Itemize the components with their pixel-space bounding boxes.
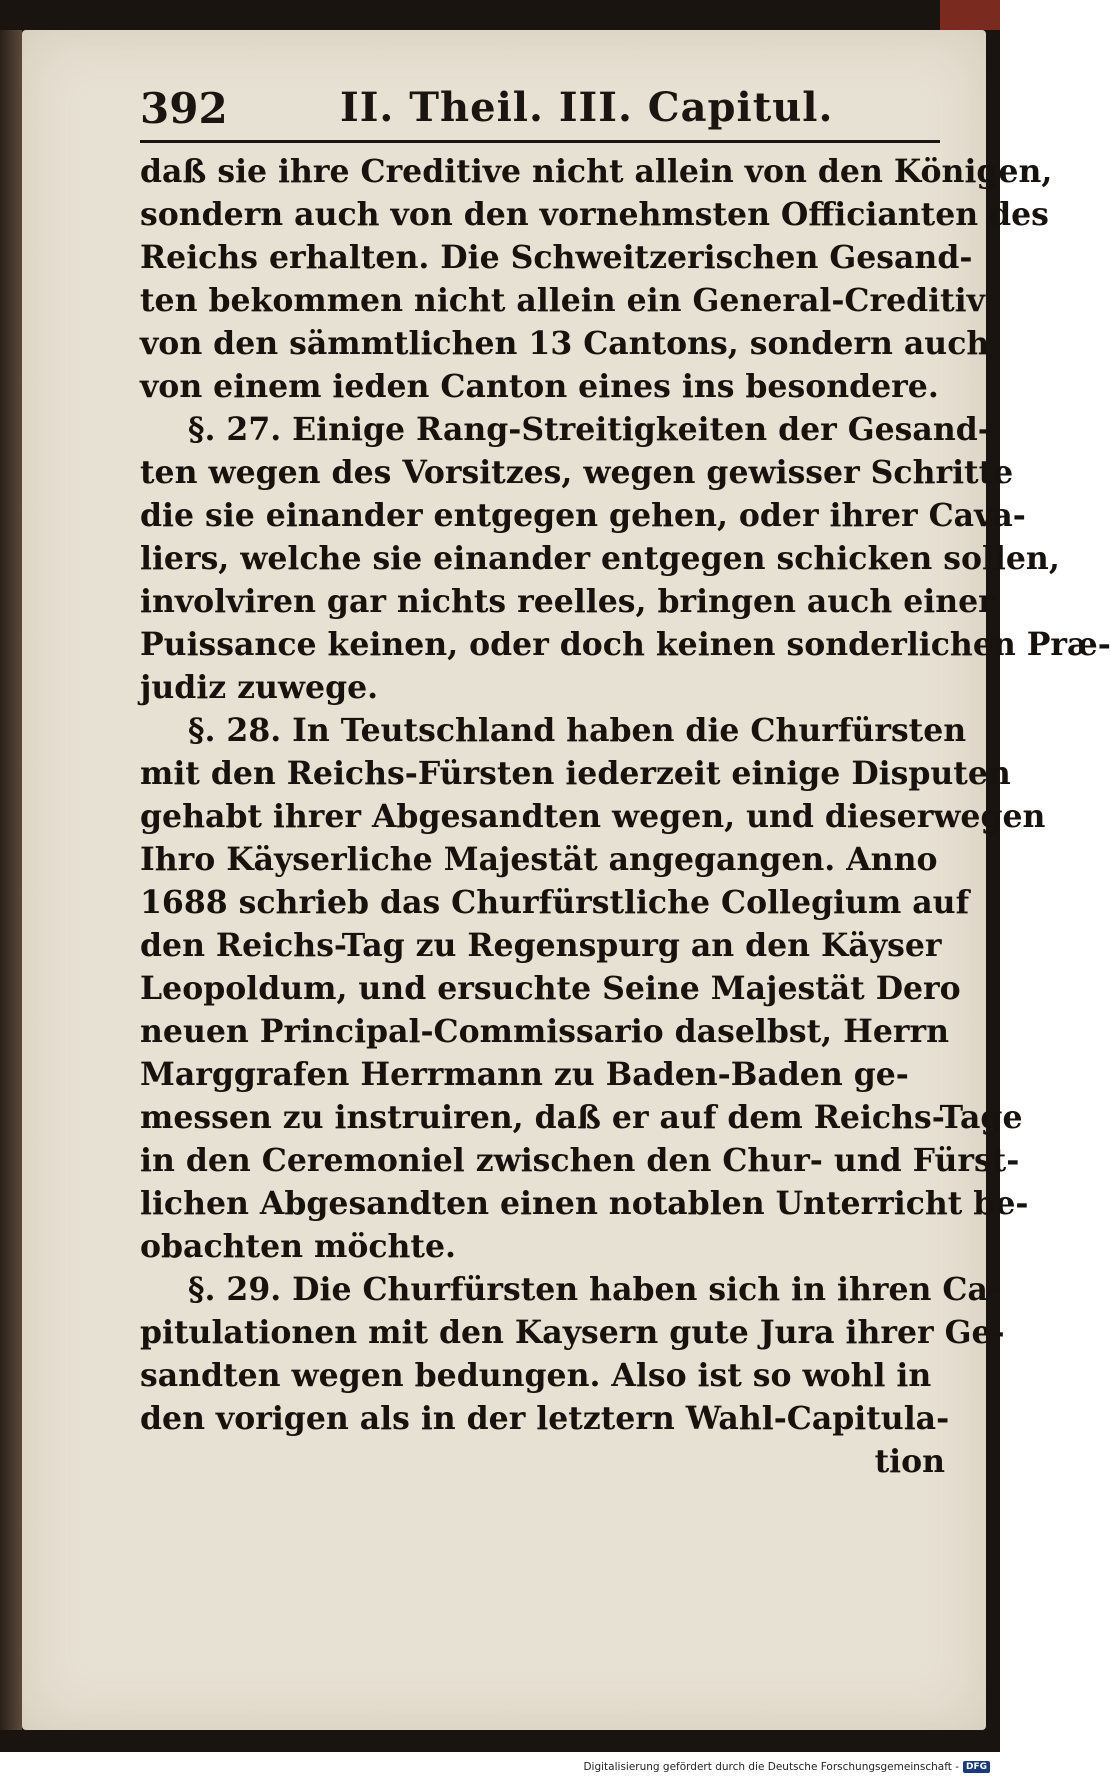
funding-credit-text: Digitalisierung gefördert durch die Deutsche Forschungsgemeinschaft -	[583, 1761, 959, 1773]
text-line: pitulationen mit den Kaysern gute Jura ihrer Ge-	[140, 1314, 1005, 1351]
text-line: den vorigen als in der letztern Wahl-Capitula-	[140, 1400, 950, 1437]
text-line: 1688 schrieb das Churfürstliche Collegium auf	[140, 884, 970, 921]
text-line: Marggrafen Herrmann zu Baden-Baden ge-	[140, 1056, 909, 1093]
text-line: Ihro Käyserliche Majestät angegangen. Anno	[140, 841, 938, 878]
text-line: Puissance keinen, oder doch keinen sonderlichen Præ-	[140, 626, 1111, 663]
text-line: mit den Reichs-Fürsten iederzeit einige Disputen	[140, 755, 1011, 792]
text-line: lichen Abgesandten einen notablen Unterricht be-	[140, 1185, 1029, 1222]
text-line: von einem ieden Canton eines ins besondere.	[140, 368, 939, 405]
text-line: in den Ceremoniel zwischen den Chur- und Fürst-	[140, 1142, 1020, 1179]
text-line: gehabt ihrer Abgesandten wegen, und dieserwegen	[140, 798, 1046, 835]
text-line: obachten möchte.	[140, 1228, 456, 1265]
paragraph-start-line: §. 29. Die Churfürsten haben sich in ihren Ca-	[188, 1271, 1001, 1308]
book-cover-edge	[940, 0, 1000, 30]
text-line: sondern auch von den vornehmsten Officianten des	[140, 196, 1049, 233]
text-line: neuen Principal-Commissario daselbst, Herrn	[140, 1013, 949, 1050]
catchword: tion	[874, 1443, 945, 1480]
dfg-logo: DFG	[963, 1761, 990, 1773]
paragraph-start-line: §. 28. In Teutschland haben die Churfürsten	[188, 712, 967, 749]
paragraph-start-line: §. 27. Einige Rang-Streitigkeiten der Gesand-	[188, 411, 991, 448]
body-text	[140, 150, 1111, 1483]
text-line: ten wegen des Vorsitzes, wegen gewisser Schritte	[140, 454, 1014, 491]
text-line: judiz zuwege.	[140, 669, 379, 706]
text-line: sandten wegen bedungen. Also ist so wohl in	[140, 1357, 932, 1394]
text-line: Reichs erhalten. Die Schweitzerischen Gesand-	[140, 239, 973, 276]
text-line: ten bekommen nicht allein ein General-Creditiv	[140, 282, 985, 319]
running-head: II. Theil. III. Capitul.	[340, 84, 834, 131]
text-line: Leopoldum, und ersuchte Seine Majestät Dero	[140, 970, 961, 1007]
page-number: 392	[140, 84, 228, 133]
book-spine-edge	[0, 30, 22, 1730]
text-line: involviren gar nichts reelles, bringen auch einer	[140, 583, 995, 620]
text-line: den Reichs-Tag zu Regenspurg an den Käyser	[140, 927, 942, 964]
text-line: liers, welche sie einander entgegen schicken sollen,	[140, 540, 1060, 577]
page-header	[140, 78, 940, 143]
text-line: daß sie ihre Creditive nicht allein von den Königen,	[140, 153, 1053, 190]
text-line: die sie einander entgegen gehen, oder ihrer Cava-	[140, 497, 1026, 534]
text-line: von den sämmtlichen 13 Cantons, sondern auch	[140, 325, 990, 362]
footer-credit	[583, 1761, 990, 1773]
text-line: messen zu instruiren, daß er auf dem Reichs-Tage	[140, 1099, 1023, 1136]
